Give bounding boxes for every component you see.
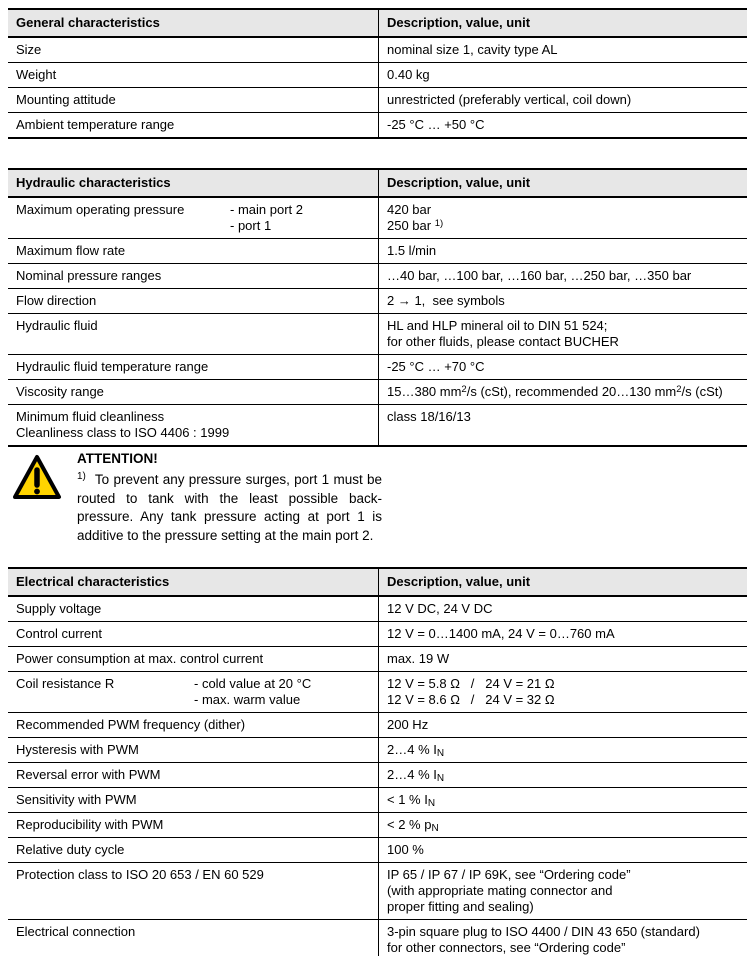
row-value: 0.40 kg: [378, 63, 747, 87]
row-max-operating-pressure: [8, 198, 747, 238]
row-viscosity-range: [8, 379, 747, 404]
row-fluid-temperature-range: [8, 354, 747, 379]
row-value: 420 bar: [387, 202, 432, 217]
row-mounting-attitude: [8, 87, 747, 112]
row-value: 250 bar $^{1)}$: [387, 218, 444, 233]
attention-note: [12, 450, 382, 545]
row-coil-resistance: [8, 671, 747, 712]
row-label: Cleanliness class to ISO 4406 : 1999: [16, 425, 230, 440]
table-title: Electrical characteristics: [16, 574, 170, 589]
row-value: proper fitting and sealing): [387, 899, 534, 914]
row-label: Ambient temperature range: [16, 117, 175, 132]
row-label: Coil resistance R: [16, 676, 115, 691]
row-label: Relative duty cycle: [16, 842, 125, 857]
table-desc-header: Description, value, unit: [378, 170, 747, 196]
row-label: Sensitivity with PWM: [16, 792, 137, 807]
row-flow-direction: [8, 288, 747, 313]
row-label: Mounting attitude: [16, 92, 116, 107]
row-label: Recommended PWM frequency (dither): [16, 717, 246, 732]
row-duty-cycle: [8, 837, 747, 862]
row-hysteresis: [8, 737, 747, 762]
row-value: -25 °C … +50 °C: [378, 113, 747, 137]
attention-title: ATTENTION!: [77, 451, 158, 466]
row-value: for other connectors, see “Ordering code”: [387, 940, 626, 955]
row-label: Maximum flow rate: [16, 243, 126, 258]
electrical-characteristics-table: [8, 567, 747, 956]
table-title: Hydraulic characteristics: [16, 175, 171, 190]
row-label: Reproducibility with PWM: [16, 817, 164, 832]
row-value: < 1 % $I_N$: [378, 788, 747, 812]
warning-icon: [12, 454, 62, 501]
row-size: [8, 38, 747, 62]
row-value: 1.5 l/min: [378, 239, 747, 263]
general-characteristics-table: [8, 8, 747, 139]
row-max-flow-rate: [8, 238, 747, 263]
row-hydraulic-fluid: [8, 313, 747, 354]
row-fluid-cleanliness: [8, 404, 747, 445]
table-header-row: [8, 569, 747, 597]
row-label: Minimum fluid cleanliness: [16, 409, 165, 424]
row-value: …40 bar, …100 bar, …160 bar, …250 bar, …350 bar: [378, 264, 747, 288]
row-value: 2…4 % $I_N$: [378, 763, 747, 787]
row-value: 200 Hz: [378, 713, 747, 737]
row-value: unrestricted (preferably vertical, coil down): [378, 88, 747, 112]
row-label: Electrical connection: [16, 924, 136, 939]
row-label: Size: [16, 42, 42, 57]
table-desc-header: Description, value, unit: [378, 569, 747, 595]
row-label: Hydraulic fluid: [16, 318, 98, 333]
row-value: < 2 % $p_N$: [378, 813, 747, 837]
footnote-marker: 1): [434, 218, 444, 229]
row-electrical-connection: [8, 919, 747, 956]
row-weight: [8, 62, 747, 87]
row-ambient-temperature: [8, 112, 747, 137]
row-value: 12 V DC, 24 V DC: [378, 597, 747, 621]
row-label: Hysteresis with PWM: [16, 742, 139, 757]
row-label: Supply voltage: [16, 601, 102, 616]
row-reversal-error: [8, 762, 747, 787]
row-value: (with appropriate mating connector and: [387, 883, 613, 898]
table-header-row: [8, 170, 747, 198]
row-label: Hydraulic fluid temperature range: [16, 359, 209, 374]
row-supply-voltage: [8, 597, 747, 621]
row-sublabel: - main port 2: [230, 202, 303, 217]
row-label: Weight: [16, 67, 57, 82]
hydraulic-characteristics-table: [8, 168, 747, 447]
row-value: 15…380 $mm^2/s$ (cSt), recommended 20…130 $mm^2/s$ (cSt): [378, 380, 747, 404]
table-header-row: [8, 10, 747, 38]
row-sublabel: - max. warm value: [194, 692, 301, 707]
table-title: General characteristics: [16, 15, 160, 30]
row-value: 12 V = 8.6 Ω / 24 V = 32 Ω: [387, 692, 555, 707]
table-desc-header: Description, value, unit: [378, 10, 747, 36]
row-value: 3-pin square plug to ISO 4400 / DIN 43 650 (standard): [387, 924, 700, 939]
row-label: Control current: [16, 626, 102, 641]
row-label: Flow direction: [16, 293, 97, 308]
row-label: Viscosity range: [16, 384, 104, 399]
row-value: nominal size 1, cavity type AL: [378, 38, 747, 62]
row-value: 12 V = 0…1400 mA, 24 V = 0…760 mA: [378, 622, 747, 646]
row-value: 100 %: [378, 838, 747, 862]
row-label: Reversal error with PWM: [16, 767, 161, 782]
row-sublabel: - port 1: [230, 218, 272, 233]
row-value: -25 °C … +70 °C: [378, 355, 747, 379]
row-reproducibility: [8, 812, 747, 837]
row-value: 2…4 % $I_N$: [378, 738, 747, 762]
row-value: IP 65 / IP 67 / IP 69K, see “Ordering code”: [387, 867, 631, 882]
row-label: Protection class to ISO 20 653 / EN 60 529: [16, 867, 264, 882]
row-control-current: [8, 621, 747, 646]
row-power-consumption: [8, 646, 747, 671]
row-value: HL and HLP mineral oil to DIN 51 524;: [387, 318, 608, 333]
attention-text: $^{1)}$ To prevent any pressure surges, port 1 must be routed to tank with the least possible back-pressure. Any tank pressure acting at port 1 is additive to the pressure setting at the main port 2.: [77, 471, 382, 543]
row-label: Nominal pressure ranges: [16, 268, 162, 283]
row-value: class 18/16/13: [378, 405, 747, 445]
row-sublabel: - cold value at 20 °C: [194, 676, 312, 691]
row-label: Maximum operating pressure: [16, 202, 185, 217]
row-pwm-frequency: [8, 712, 747, 737]
row-nominal-pressure-ranges: [8, 263, 747, 288]
row-value: 12 V = 5.8 Ω / 24 V = 21 Ω: [387, 676, 555, 691]
row-value: 2 → 1, see symbols: [378, 289, 747, 313]
footnote-marker: 1): [77, 471, 86, 482]
row-sensitivity: [8, 787, 747, 812]
row-protection-class: [8, 862, 747, 919]
row-label: Power consumption at max. control current: [16, 651, 264, 666]
row-value: max. 19 W: [378, 647, 747, 671]
row-value: for other fluids, please contact BUCHER: [387, 334, 619, 349]
